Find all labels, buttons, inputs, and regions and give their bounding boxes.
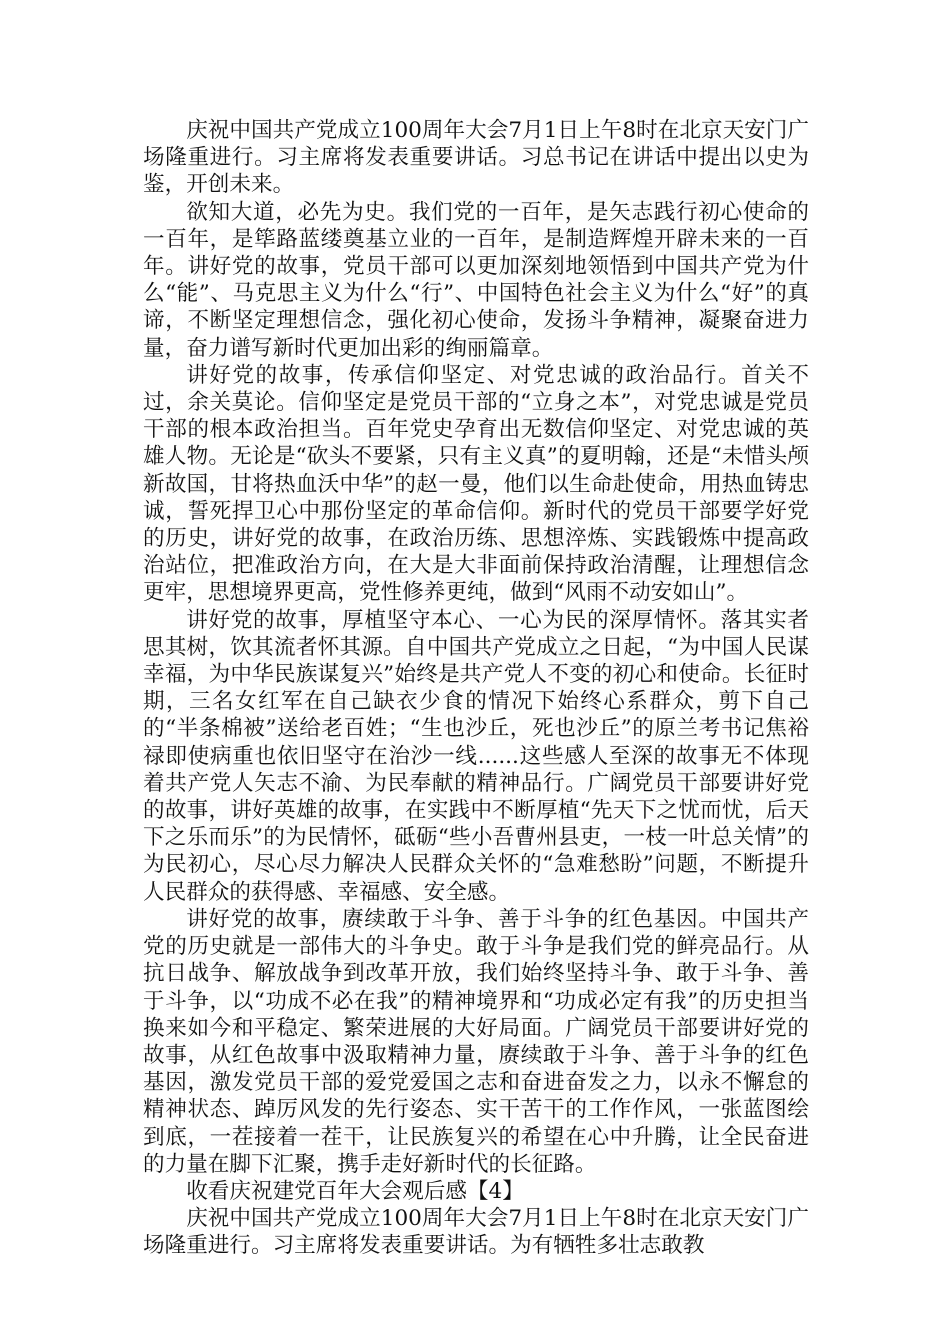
paragraph-history: 欲知大道，必先为史。我们党的一百年，是矢志践行初心使命的一百年，是筚路蓝缕奠基立业的一百年，是制造辉煌开辟未来的一百年。讲好党的故事，党员干部可以更加深刻地领悟到中国共产党为什么“能”、马克思主义为什么“行”、中国特色社会主义为什么“好”的真谛，不断坚定理想信念，强化初心使命，发扬斗争精神，凝聚奋进力量，奋力谱写新时代更加出彩的绚丽篇章。 xyxy=(143,199,809,361)
document-body xyxy=(143,117,809,1260)
paragraph-struggle: 讲好党的故事，赓续敢于斗争、善于斗争的红色基因。中国共产党的历史就是一部伟大的斗争史。敢于斗争是我们党的鲜亮品行。从抗日战争、解放战争到改革开放，我们始终坚持斗争、敢于斗争、善于斗争，以“功成不必在我”的精神境界和“功成必定有我”的历史担当换来如今和平稳定、繁荣进展的大好局面。广阔党员干部要讲好党的故事，从红色故事中汲取精神力量，赓续敢于斗争、善于斗争的红色基因，激发党员干部的爱党爱国之志和奋进奋发之力，以永不懈怠的精神状态、踔厉风发的先行姿态、实干苦干的工作作风，一张蓝图绘到底，一茬接着一茬干，让民族复兴的希望在心中升腾，让全民奋进的力量在脚下汇聚，携手走好新时代的长征路。 xyxy=(143,906,809,1177)
paragraph-people: 讲好党的故事，厚植坚守本心、一心为民的深厚情怀。落其实者思其树，饮其流者怀其源。自中国共产党成立之日起，“为中国人民谋幸福，为中华民族谋复兴”始终是共产党人不变的初心和使命。长征时期，三名女红军在自己缺衣少食的情况下始终心系群众，剪下自己的“半条棉被”送给老百姓；“生也沙丘，死也沙丘”的原兰考书记焦裕禄即使病重也依旧坚守在治沙一线......这些感人至深的故事无不体现着共产党人矢志不渝、为民奉献的精神品行。广阔党员干部要讲好党的故事，讲好英雄的故事，在实践中不断厚植“先天下之忧而忧，后天下之乐而乐”的为民情怀，砥砺“些小吾曹州县吏，一枝一叶总关情”的为民初心，尽心尽力解决人民群众关怀的“急难愁盼”问题，不断提升人民群众的获得感、幸福感、安全感。 xyxy=(143,607,809,905)
paragraph-loyalty: 讲好党的故事，传承信仰坚定、对党忠诚的政治品行。首关不过，余关莫论。信仰坚定是党员干部的“立身之本”，对党忠诚是党员干部的根本政治担当。百年党史孕育出无数信仰坚定、对党忠诚的英雄人物。无论是“砍头不要紧，只有主义真”的夏明翰，还是“未惜头颅新故国，甘将热血沃中华”的赵一曼，他们以生命赴使命，用热血铸忠诚，誓死捍卫心中那份坚定的革命信仰。新时代的党员干部要学好党的历史，讲好党的故事，在政治历练、思想淬炼、实践锻炼中提高政治站位，把准政治方向，在大是大非面前保持政治清醒，让理想信念更牢，思想境界更高，党性修养更纯，做到“风雨不动安如山”。 xyxy=(143,362,809,606)
section-heading: 收看庆祝建党百年大会观后感【4】 xyxy=(186,1178,524,1204)
paragraph-next-intro: 庆祝中国共产党成立100周年大会7月1日上午8时在北京天安门广场隆重进行。习主席将发表重要讲话。为有牺牲多壮志敢教 xyxy=(143,1206,809,1259)
paragraph-intro: 庆祝中国共产党成立100周年大会7月1日上午8时在北京天安门广场隆重进行。习主席将发表重要讲话。习总书记在讲话中提出以史为鉴，开创未来。 xyxy=(143,118,809,198)
